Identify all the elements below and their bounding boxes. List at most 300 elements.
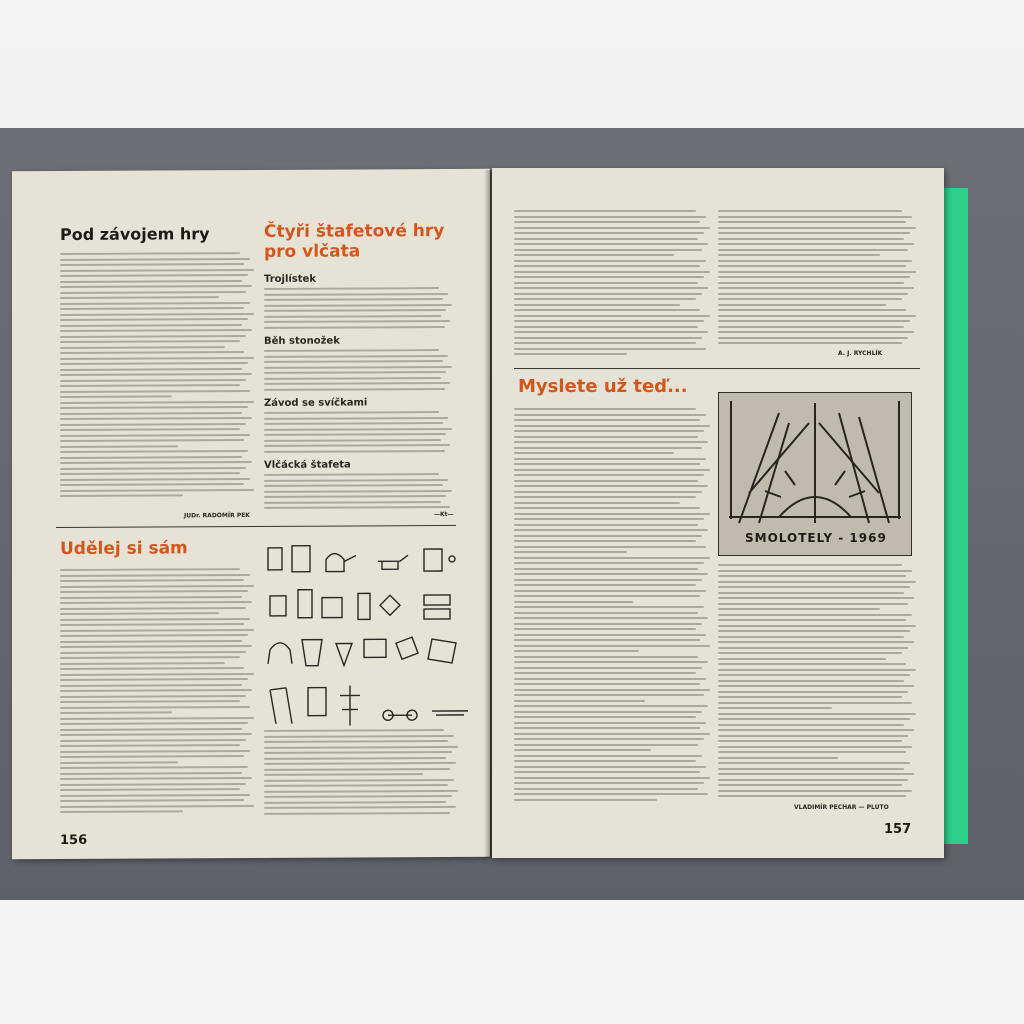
text-line — [264, 773, 423, 776]
text-line — [60, 483, 244, 486]
text-line — [718, 337, 908, 339]
text-line — [514, 672, 696, 674]
text-line — [514, 634, 706, 636]
text-line — [264, 784, 448, 787]
text-line — [718, 718, 910, 720]
article-body-pod-zavojem-hry — [60, 252, 256, 503]
text-line — [514, 458, 706, 460]
text-line — [264, 800, 446, 803]
text-line — [718, 691, 908, 693]
text-line — [718, 768, 904, 770]
text-line — [514, 727, 700, 729]
text-line — [514, 540, 696, 542]
text-line — [264, 387, 445, 390]
text-line — [514, 639, 700, 641]
text-line — [718, 641, 914, 643]
text-line — [60, 445, 178, 448]
text-block — [718, 210, 918, 350]
text-line — [60, 711, 172, 714]
text-line — [718, 315, 916, 317]
text-line — [514, 667, 702, 669]
right-page — [492, 168, 944, 858]
text-line — [60, 456, 242, 459]
text-line — [264, 303, 452, 306]
text-line — [514, 425, 710, 427]
text-line — [514, 496, 696, 498]
article-title-line2: pro vlčata — [264, 241, 361, 262]
text-line — [264, 360, 443, 363]
text-line — [60, 428, 240, 431]
text-line — [60, 574, 250, 577]
text-line — [514, 342, 696, 344]
text-line — [514, 546, 706, 548]
text-line — [60, 274, 248, 277]
text-block — [718, 564, 918, 804]
text-line — [718, 287, 914, 289]
text-line — [60, 783, 246, 786]
text-line — [514, 271, 710, 273]
text-line — [60, 744, 240, 747]
article-body-udelej-si-sam — [60, 568, 256, 817]
text-line — [264, 489, 452, 492]
text-line — [514, 502, 680, 504]
text-line — [264, 377, 441, 380]
text-line — [514, 238, 698, 240]
text-line — [514, 799, 657, 801]
text-line — [718, 575, 906, 577]
text-line — [60, 628, 254, 631]
text-block — [264, 287, 454, 334]
text-line — [60, 390, 250, 393]
text-line — [264, 767, 450, 770]
text-line — [514, 337, 702, 339]
text-line — [514, 595, 700, 597]
text-line — [60, 263, 244, 266]
text-line — [264, 449, 445, 452]
text-line — [718, 625, 916, 627]
article-title-udelej-si-sam: Udělej si sám — [60, 538, 188, 560]
text-line — [514, 221, 700, 223]
text-line — [718, 724, 904, 726]
text-line — [718, 238, 904, 240]
text-line — [60, 335, 246, 338]
text-line — [264, 382, 450, 385]
text-line — [60, 478, 250, 481]
text-line — [718, 779, 908, 781]
text-line — [514, 711, 702, 713]
text-line — [60, 678, 248, 681]
text-line — [514, 408, 696, 410]
text-line — [60, 810, 183, 813]
signature-rychlik: A. J. RYCHLÍK — [838, 350, 883, 357]
text-line — [60, 645, 252, 648]
text-line — [264, 740, 448, 743]
text-line — [264, 473, 439, 476]
text-line — [514, 210, 696, 212]
text-line — [60, 788, 240, 791]
text-line — [718, 309, 906, 311]
text-line — [60, 379, 246, 382]
text-line — [514, 304, 680, 306]
text-line — [264, 349, 439, 352]
text-line — [718, 619, 906, 621]
text-line — [264, 320, 450, 323]
text-line — [718, 271, 916, 273]
text-line — [514, 733, 710, 735]
text-line — [264, 729, 444, 732]
text-line — [514, 568, 698, 570]
text-line — [60, 494, 183, 497]
text-line — [514, 469, 710, 471]
text-line — [718, 243, 914, 245]
text-line — [718, 608, 880, 610]
text-line — [264, 495, 446, 498]
text-line — [718, 658, 886, 660]
text-line — [514, 617, 708, 619]
text-line — [718, 680, 904, 682]
text-line — [718, 751, 906, 753]
divider — [56, 525, 456, 528]
text-line — [60, 689, 252, 692]
text-line — [514, 645, 710, 647]
text-line — [514, 705, 708, 707]
text-line — [514, 623, 702, 625]
text-line — [60, 324, 242, 327]
text-line — [514, 716, 696, 718]
text-line — [718, 746, 912, 748]
text-line — [264, 506, 450, 509]
text-line — [514, 485, 708, 487]
text-line — [60, 467, 246, 470]
text-line — [514, 491, 702, 493]
text-line — [60, 656, 240, 659]
text-line — [514, 419, 700, 421]
text-line — [718, 784, 902, 786]
article-title-line1: Čtyři štafetové hry — [264, 220, 445, 242]
text-line — [60, 302, 250, 305]
text-line — [718, 331, 914, 333]
text-line — [514, 793, 708, 795]
text-line — [718, 276, 910, 278]
text-line — [60, 684, 242, 687]
text-line — [718, 757, 838, 759]
text-line — [60, 695, 246, 698]
text-line — [718, 685, 914, 687]
text-line — [514, 782, 704, 784]
text-line — [264, 745, 458, 748]
text-line — [60, 461, 252, 464]
text-line — [514, 243, 708, 245]
text-line — [514, 232, 704, 234]
text-line — [718, 232, 910, 234]
text-line — [264, 325, 445, 328]
text-line — [718, 293, 908, 295]
text-line — [60, 634, 248, 637]
text-line — [718, 210, 902, 212]
text-line — [514, 293, 702, 295]
text-line — [514, 573, 708, 575]
text-line — [718, 795, 906, 797]
text-line — [264, 416, 448, 419]
signature-kt: —Kt— — [434, 510, 454, 519]
text-line — [514, 601, 633, 603]
text-line — [514, 579, 702, 581]
left-page — [12, 169, 490, 860]
text-line — [60, 439, 244, 442]
text-line — [60, 651, 246, 654]
text-line — [264, 354, 448, 357]
text-line — [60, 412, 242, 415]
green-page-edge — [940, 188, 968, 844]
text-line — [264, 811, 450, 814]
text-line — [60, 733, 252, 736]
text-line — [60, 584, 254, 587]
text-line — [718, 254, 880, 256]
text-line — [264, 478, 448, 481]
text-line — [60, 346, 225, 349]
text-line — [514, 331, 708, 333]
text-line — [514, 606, 704, 608]
text-line — [60, 329, 252, 332]
text-line — [60, 623, 244, 626]
text-line — [514, 348, 706, 350]
text-line — [60, 761, 178, 764]
text-line — [718, 647, 908, 649]
text-block — [264, 473, 454, 519]
text-line — [60, 351, 244, 354]
text-line — [718, 326, 904, 328]
text-line — [60, 258, 250, 261]
text-block — [264, 349, 454, 396]
article-body-myslete-uz-ted — [514, 408, 712, 808]
text-line — [514, 694, 704, 696]
text-line — [60, 579, 244, 582]
text-line — [514, 309, 700, 311]
text-line — [718, 564, 902, 566]
text-line — [718, 713, 916, 715]
text-line — [718, 221, 906, 223]
text-line — [514, 535, 702, 537]
text-line — [514, 766, 706, 768]
text-line — [514, 551, 627, 553]
text-line — [60, 406, 248, 409]
page-number-157: 157 — [884, 822, 912, 837]
text-line — [514, 513, 710, 515]
text-line — [514, 590, 706, 592]
text-line — [60, 755, 244, 758]
text-line — [60, 307, 244, 310]
text-line — [60, 640, 242, 643]
text-line — [264, 315, 441, 318]
text-line — [60, 373, 252, 376]
text-line — [60, 368, 242, 371]
text-line — [264, 309, 446, 312]
text-line — [264, 422, 443, 425]
tools-illustration — [262, 539, 474, 726]
text-line — [60, 400, 254, 403]
text-line — [718, 740, 902, 742]
article-title-myslete-uz-ted: Myslete už teď... — [518, 376, 688, 397]
text-line — [60, 472, 240, 475]
text-line — [514, 414, 706, 416]
text-line — [60, 285, 252, 288]
text-line — [264, 439, 441, 442]
text-line — [514, 678, 706, 680]
text-line — [718, 614, 912, 616]
text-line — [60, 296, 219, 299]
text-line — [60, 766, 248, 769]
text-line — [60, 662, 225, 665]
text-line — [514, 265, 700, 267]
text-line — [60, 280, 242, 283]
text-line — [718, 735, 908, 737]
text-line — [718, 696, 902, 698]
text-line — [514, 282, 698, 284]
subhead-vlcacka-stafeta: Vlčácká štafeta — [264, 459, 351, 471]
text-line — [264, 371, 446, 374]
text-line — [60, 722, 248, 725]
text-line — [718, 581, 916, 583]
text-line — [514, 315, 710, 317]
text-line — [60, 291, 246, 294]
text-line — [264, 795, 452, 798]
text-line — [514, 298, 696, 300]
text-line — [514, 276, 704, 278]
text-line — [60, 384, 240, 387]
text-line — [60, 804, 254, 807]
text-line — [60, 706, 250, 709]
divider — [514, 368, 920, 369]
text-line — [60, 434, 250, 437]
text-line — [514, 557, 710, 559]
text-line — [718, 260, 912, 262]
text-line — [60, 716, 254, 719]
text-line — [514, 722, 706, 724]
illustration-caption: SMOLOTELY - 1969 — [745, 531, 887, 545]
text-line — [60, 700, 240, 703]
text-line — [264, 433, 446, 436]
text-line — [514, 760, 696, 762]
text-line — [514, 480, 698, 482]
text-line — [264, 411, 439, 414]
text-line — [264, 427, 452, 430]
text-line — [60, 488, 254, 491]
subhead-beh-stonozek: Běh stonožek — [264, 335, 340, 347]
text-line — [514, 788, 698, 790]
text-line — [514, 430, 704, 432]
text-line — [718, 304, 886, 306]
text-line — [264, 444, 450, 447]
text-line — [60, 618, 250, 621]
signature-pechar: VLADIMÍR PECHAR — PLUTO — [794, 804, 889, 811]
text-line — [60, 739, 246, 742]
text-line — [264, 762, 456, 765]
text-line — [514, 683, 700, 685]
text-line — [514, 249, 702, 251]
text-line — [264, 365, 452, 368]
text-line — [718, 227, 916, 229]
text-line — [514, 463, 700, 465]
text-line — [60, 607, 246, 610]
text-line — [718, 282, 904, 284]
text-line — [718, 663, 906, 665]
text-line — [60, 318, 248, 321]
text-line — [718, 674, 910, 676]
text-line — [514, 755, 702, 757]
text-line — [718, 342, 902, 344]
article-title-pod-zavojem-hry: Pod závojem hry — [60, 224, 210, 245]
text-line — [264, 778, 454, 781]
text-line — [60, 601, 252, 604]
text-line — [718, 773, 914, 775]
campfire-illustration — [718, 392, 912, 556]
text-line — [60, 799, 244, 802]
text-line — [60, 268, 254, 271]
text-line — [514, 260, 706, 262]
text-line — [514, 562, 704, 564]
text-line — [60, 312, 254, 315]
text-line — [514, 441, 708, 443]
text-line — [60, 728, 242, 731]
text-line — [60, 417, 252, 420]
text-line — [514, 452, 674, 454]
text-line — [514, 474, 704, 476]
text-line — [60, 450, 248, 453]
page-number-156: 156 — [60, 832, 88, 849]
text-line — [264, 756, 446, 759]
subhead-trojlistek: Trojlístek — [264, 273, 316, 285]
text-line — [514, 749, 651, 751]
text-line — [514, 771, 700, 773]
text-line — [514, 227, 710, 229]
text-line — [514, 656, 698, 658]
text-line — [60, 672, 254, 675]
text-line — [718, 592, 904, 594]
text-line — [718, 320, 910, 322]
text-line — [514, 353, 627, 355]
text-line — [718, 603, 908, 605]
text-line — [264, 292, 448, 295]
text-line — [514, 689, 710, 691]
text-line — [718, 652, 902, 654]
text-line — [514, 216, 706, 218]
text-line — [718, 216, 912, 218]
text-line — [718, 597, 914, 599]
text-line — [60, 423, 246, 426]
text-line — [60, 340, 240, 343]
text-line — [264, 734, 454, 737]
text-line — [264, 287, 439, 290]
text-line — [718, 636, 904, 638]
text-line — [514, 254, 674, 256]
text-line — [514, 650, 639, 652]
text-line — [60, 772, 242, 775]
text-line — [514, 612, 698, 614]
text-line — [514, 661, 708, 663]
text-line — [718, 790, 912, 792]
text-block — [514, 210, 712, 360]
subhead-zavod-se-svickami: Závod se svíčkami — [264, 397, 368, 409]
text-line — [514, 584, 696, 586]
text-line — [264, 806, 456, 809]
text-line — [264, 789, 458, 792]
text-line — [60, 794, 250, 797]
signature-pek: JUDr. RADOMÍR PEK — [184, 512, 250, 520]
text-line — [60, 750, 250, 753]
text-line — [514, 507, 700, 509]
text-line — [514, 700, 645, 702]
text-line — [60, 596, 242, 599]
